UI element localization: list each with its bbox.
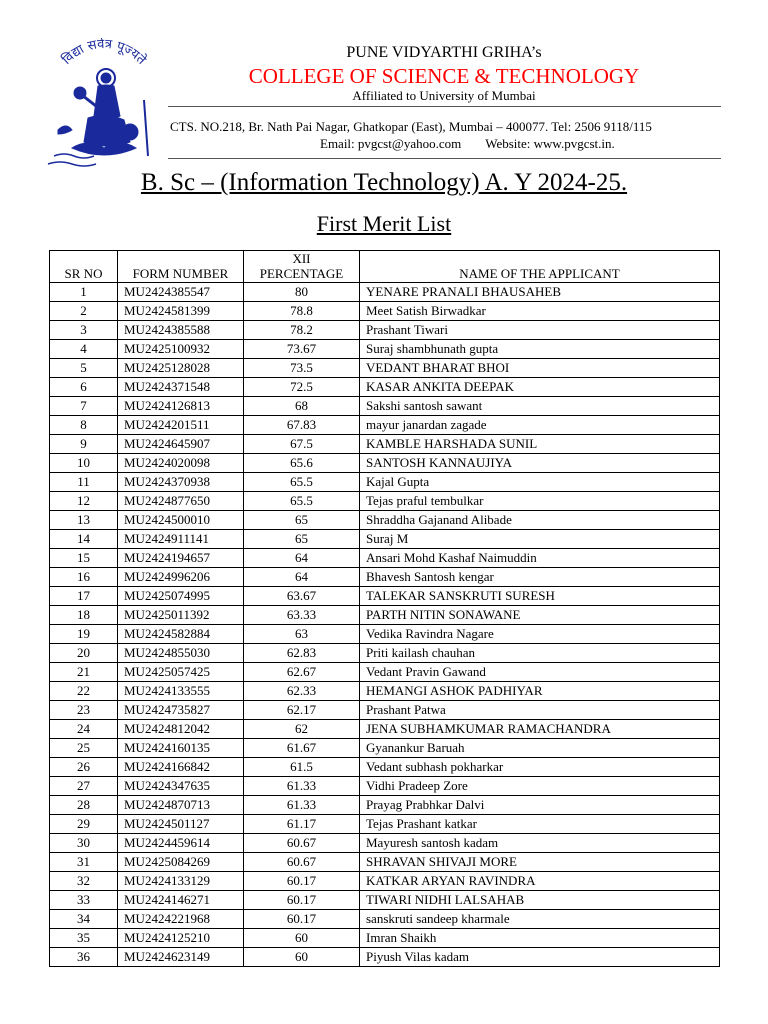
cell-sr-no: 9 bbox=[50, 435, 118, 454]
cell-applicant-name: Kajal Gupta bbox=[360, 473, 720, 492]
table-row bbox=[50, 910, 720, 929]
cell-form-number: MU2424582884 bbox=[118, 625, 244, 644]
cell-sr-no: 33 bbox=[50, 891, 118, 910]
cell-form-number: MU2424371548 bbox=[118, 378, 244, 397]
cell-sr-no: 18 bbox=[50, 606, 118, 625]
merit-table bbox=[49, 250, 720, 967]
cell-sr-no: 13 bbox=[50, 511, 118, 530]
cell-applicant-name: sanskruti sandeep kharmale bbox=[360, 910, 720, 929]
cell-percentage: 65.6 bbox=[244, 454, 360, 473]
table-row bbox=[50, 739, 720, 758]
header-sr-no: SR NO bbox=[50, 251, 118, 283]
cell-form-number: MU2425057425 bbox=[118, 663, 244, 682]
cell-sr-no: 19 bbox=[50, 625, 118, 644]
affiliation: Affiliated to University of Mumbai bbox=[352, 88, 536, 103]
table-header-row bbox=[50, 251, 720, 283]
cell-form-number: MU2424020098 bbox=[118, 454, 244, 473]
table-row bbox=[50, 587, 720, 606]
cell-form-number: MU2425128028 bbox=[118, 359, 244, 378]
cell-form-number: MU2424166842 bbox=[118, 758, 244, 777]
cell-percentage: 72.5 bbox=[244, 378, 360, 397]
cell-percentage: 78.2 bbox=[244, 321, 360, 340]
cell-applicant-name: VEDANT BHARAT BHOI bbox=[360, 359, 720, 378]
contact-line bbox=[320, 136, 615, 152]
cell-percentage: 62.33 bbox=[244, 682, 360, 701]
header-divider-bottom bbox=[168, 158, 721, 159]
table-row bbox=[50, 758, 720, 777]
cell-sr-no: 1 bbox=[50, 283, 118, 302]
cell-percentage: 65 bbox=[244, 511, 360, 530]
cell-form-number: MU2424870713 bbox=[118, 796, 244, 815]
cell-form-number: MU2424581399 bbox=[118, 302, 244, 321]
merit-list-title: First Merit List bbox=[316, 211, 452, 236]
cell-sr-no: 34 bbox=[50, 910, 118, 929]
cell-applicant-name: mayur janardan zagade bbox=[360, 416, 720, 435]
cell-applicant-name: Prashant Patwa bbox=[360, 701, 720, 720]
cell-percentage: 65 bbox=[244, 530, 360, 549]
cell-percentage: 61.5 bbox=[244, 758, 360, 777]
table-row bbox=[50, 663, 720, 682]
table-row bbox=[50, 606, 720, 625]
cell-form-number: MU2424812042 bbox=[118, 720, 244, 739]
cell-percentage: 62 bbox=[244, 720, 360, 739]
cell-sr-no: 22 bbox=[50, 682, 118, 701]
cell-form-number: MU2424133555 bbox=[118, 682, 244, 701]
cell-form-number: MU2424133129 bbox=[118, 872, 244, 891]
cell-sr-no: 16 bbox=[50, 568, 118, 587]
table-row bbox=[50, 283, 720, 302]
cell-sr-no: 10 bbox=[50, 454, 118, 473]
cell-applicant-name: KATKAR ARYAN RAVINDRA bbox=[360, 872, 720, 891]
cell-form-number: MU2424623149 bbox=[118, 948, 244, 967]
cell-sr-no: 7 bbox=[50, 397, 118, 416]
cell-sr-no: 25 bbox=[50, 739, 118, 758]
cell-applicant-name: JENA SUBHAMKUMAR RAMACHANDRA bbox=[360, 720, 720, 739]
header-applicant-name: NAME OF THE APPLICANT bbox=[360, 251, 720, 283]
cell-percentage: 65.5 bbox=[244, 492, 360, 511]
logo-motto: विद्या सर्वत्र पूज्यते bbox=[59, 38, 149, 68]
cell-form-number: MU2424385588 bbox=[118, 321, 244, 340]
cell-applicant-name: Vidhi Pradeep Zore bbox=[360, 777, 720, 796]
cell-percentage: 61.33 bbox=[244, 777, 360, 796]
cell-applicant-name: KAMBLE HARSHADA SUNIL bbox=[360, 435, 720, 454]
cell-applicant-name: Shraddha Gajanand Alibade bbox=[360, 511, 720, 530]
table-row bbox=[50, 397, 720, 416]
cell-sr-no: 11 bbox=[50, 473, 118, 492]
cell-applicant-name: Prayag Prabhkar Dalvi bbox=[360, 796, 720, 815]
merit-table-body bbox=[50, 283, 720, 967]
cell-percentage: 68 bbox=[244, 397, 360, 416]
table-row bbox=[50, 454, 720, 473]
cell-applicant-name: YENARE PRANALI BHAUSAHEB bbox=[360, 283, 720, 302]
cell-percentage: 60 bbox=[244, 948, 360, 967]
cell-sr-no: 17 bbox=[50, 587, 118, 606]
cell-percentage: 60.67 bbox=[244, 853, 360, 872]
cell-percentage: 61.17 bbox=[244, 815, 360, 834]
cell-applicant-name: Meet Satish Birwadkar bbox=[360, 302, 720, 321]
cell-percentage: 63.33 bbox=[244, 606, 360, 625]
cell-applicant-name: Bhavesh Santosh kengar bbox=[360, 568, 720, 587]
cell-form-number: MU2424877650 bbox=[118, 492, 244, 511]
cell-applicant-name: SANTOSH KANNAUJIYA bbox=[360, 454, 720, 473]
cell-form-number: MU2424385547 bbox=[118, 283, 244, 302]
cell-percentage: 61.67 bbox=[244, 739, 360, 758]
cell-sr-no: 29 bbox=[50, 815, 118, 834]
program-title: B. Sc – (Information Technology) A. Y 2024-25. bbox=[140, 169, 628, 196]
cell-applicant-name: Vedant subhash pokharkar bbox=[360, 758, 720, 777]
cell-form-number: MU2424221968 bbox=[118, 910, 244, 929]
cell-applicant-name: Priti kailash chauhan bbox=[360, 644, 720, 663]
cell-percentage: 67.5 bbox=[244, 435, 360, 454]
cell-sr-no: 15 bbox=[50, 549, 118, 568]
cell-applicant-name: Sakshi santosh sawant bbox=[360, 397, 720, 416]
table-row bbox=[50, 340, 720, 359]
table-row bbox=[50, 834, 720, 853]
cell-sr-no: 35 bbox=[50, 929, 118, 948]
trust-name: PUNE VIDYARTHI GRIHA’s bbox=[346, 44, 542, 61]
cell-sr-no: 23 bbox=[50, 701, 118, 720]
cell-form-number: MU2424911141 bbox=[118, 530, 244, 549]
cell-form-number: MU2424501127 bbox=[118, 815, 244, 834]
table-row bbox=[50, 682, 720, 701]
cell-percentage: 67.83 bbox=[244, 416, 360, 435]
table-row bbox=[50, 701, 720, 720]
table-row bbox=[50, 511, 720, 530]
table-row bbox=[50, 568, 720, 587]
cell-sr-no: 2 bbox=[50, 302, 118, 321]
cell-applicant-name: Imran Shaikh bbox=[360, 929, 720, 948]
cell-applicant-name: TALEKAR SANSKRUTI SURESH bbox=[360, 587, 720, 606]
table-row bbox=[50, 644, 720, 663]
cell-form-number: MU2424146271 bbox=[118, 891, 244, 910]
cell-sr-no: 26 bbox=[50, 758, 118, 777]
cell-applicant-name: Mayuresh santosh kadam bbox=[360, 834, 720, 853]
website-text: Website: www.pvgcst.in. bbox=[485, 136, 615, 151]
cell-percentage: 61.33 bbox=[244, 796, 360, 815]
cell-applicant-name: SHRAVAN SHIVAJI MORE bbox=[360, 853, 720, 872]
cell-sr-no: 4 bbox=[50, 340, 118, 359]
cell-percentage: 78.8 bbox=[244, 302, 360, 321]
table-row bbox=[50, 435, 720, 454]
cell-form-number: MU2424126813 bbox=[118, 397, 244, 416]
cell-form-number: MU2424194657 bbox=[118, 549, 244, 568]
table-row bbox=[50, 321, 720, 340]
cell-applicant-name: Prashant Tiwari bbox=[360, 321, 720, 340]
cell-applicant-name: Vedika Ravindra Nagare bbox=[360, 625, 720, 644]
cell-percentage: 62.67 bbox=[244, 663, 360, 682]
cell-applicant-name: Ansari Mohd Kashaf Naimuddin bbox=[360, 549, 720, 568]
cell-applicant-name: KASAR ANKITA DEEPAK bbox=[360, 378, 720, 397]
cell-sr-no: 32 bbox=[50, 872, 118, 891]
table-row bbox=[50, 625, 720, 644]
table-row bbox=[50, 796, 720, 815]
table-row bbox=[50, 473, 720, 492]
cell-sr-no: 30 bbox=[50, 834, 118, 853]
cell-percentage: 60.17 bbox=[244, 891, 360, 910]
cell-applicant-name: Suraj shambhunath gupta bbox=[360, 340, 720, 359]
cell-sr-no: 36 bbox=[50, 948, 118, 967]
header-percentage-line2: PERCENTAGE bbox=[259, 266, 344, 281]
header-form-number: FORM NUMBER bbox=[118, 251, 244, 283]
cell-percentage: 64 bbox=[244, 549, 360, 568]
cell-percentage: 64 bbox=[244, 568, 360, 587]
cell-applicant-name: HEMANGI ASHOK PADHIYAR bbox=[360, 682, 720, 701]
cell-form-number: MU2424855030 bbox=[118, 644, 244, 663]
cell-percentage: 60.17 bbox=[244, 872, 360, 891]
cell-applicant-name: PARTH NITIN SONAWANE bbox=[360, 606, 720, 625]
cell-form-number: MU2424201511 bbox=[118, 416, 244, 435]
cell-percentage: 62.17 bbox=[244, 701, 360, 720]
cell-sr-no: 24 bbox=[50, 720, 118, 739]
cell-form-number: MU2424125210 bbox=[118, 929, 244, 948]
table-row bbox=[50, 549, 720, 568]
header-divider-top bbox=[168, 106, 721, 107]
cell-percentage: 60 bbox=[244, 929, 360, 948]
table-row bbox=[50, 302, 720, 321]
cell-form-number: MU2424645907 bbox=[118, 435, 244, 454]
table-row bbox=[50, 777, 720, 796]
table-row bbox=[50, 359, 720, 378]
cell-sr-no: 12 bbox=[50, 492, 118, 511]
cell-applicant-name: TIWARI NIDHI LALSAHAB bbox=[360, 891, 720, 910]
cell-percentage: 65.5 bbox=[244, 473, 360, 492]
cell-sr-no: 3 bbox=[50, 321, 118, 340]
cell-form-number: MU2425100932 bbox=[118, 340, 244, 359]
cell-sr-no: 14 bbox=[50, 530, 118, 549]
table-row bbox=[50, 929, 720, 948]
email-text: Email: pvgcst@yahoo.com bbox=[320, 136, 462, 151]
cell-percentage: 80 bbox=[244, 283, 360, 302]
cell-form-number: MU2425074995 bbox=[118, 587, 244, 606]
cell-percentage: 60.67 bbox=[244, 834, 360, 853]
cell-form-number: MU2425084269 bbox=[118, 853, 244, 872]
cell-applicant-name: Suraj M bbox=[360, 530, 720, 549]
cell-form-number: MU2424160135 bbox=[118, 739, 244, 758]
table-row bbox=[50, 492, 720, 511]
cell-form-number: MU2425011392 bbox=[118, 606, 244, 625]
cell-sr-no: 8 bbox=[50, 416, 118, 435]
cell-sr-no: 27 bbox=[50, 777, 118, 796]
cell-applicant-name: Gyanankur Baruah bbox=[360, 739, 720, 758]
cell-applicant-name: Tejas Prashant katkar bbox=[360, 815, 720, 834]
table-row bbox=[50, 530, 720, 549]
cell-sr-no: 31 bbox=[50, 853, 118, 872]
cell-sr-no: 5 bbox=[50, 359, 118, 378]
cell-form-number: MU2424500010 bbox=[118, 511, 244, 530]
cell-percentage: 62.83 bbox=[244, 644, 360, 663]
cell-sr-no: 28 bbox=[50, 796, 118, 815]
header-percentage-line1: XII bbox=[292, 251, 311, 266]
table-row bbox=[50, 416, 720, 435]
cell-percentage: 73.5 bbox=[244, 359, 360, 378]
cell-form-number: MU2424996206 bbox=[118, 568, 244, 587]
cell-form-number: MU2424459614 bbox=[118, 834, 244, 853]
table-row bbox=[50, 815, 720, 834]
cell-sr-no: 6 bbox=[50, 378, 118, 397]
cell-form-number: MU2424347635 bbox=[118, 777, 244, 796]
cell-applicant-name: Piyush Vilas kadam bbox=[360, 948, 720, 967]
table-row bbox=[50, 853, 720, 872]
college-name: COLLEGE OF SCIENCE & TECHNOLOGY bbox=[248, 64, 640, 88]
cell-percentage: 60.17 bbox=[244, 910, 360, 929]
college-logo bbox=[44, 38, 162, 170]
header-percentage bbox=[244, 251, 360, 283]
cell-applicant-name: Vedant Pravin Gawand bbox=[360, 663, 720, 682]
cell-percentage: 63.67 bbox=[244, 587, 360, 606]
table-row bbox=[50, 872, 720, 891]
table-row bbox=[50, 720, 720, 739]
college-address: CTS. NO.218, Br. Nath Pai Nagar, Ghatkopar (East), Mumbai – 400077. Tel: 2506 9118/115 bbox=[170, 119, 652, 134]
cell-applicant-name: Tejas praful tembulkar bbox=[360, 492, 720, 511]
cell-sr-no: 21 bbox=[50, 663, 118, 682]
cell-form-number: MU2424735827 bbox=[118, 701, 244, 720]
cell-form-number: MU2424370938 bbox=[118, 473, 244, 492]
table-row bbox=[50, 948, 720, 967]
cell-sr-no: 20 bbox=[50, 644, 118, 663]
cell-percentage: 73.67 bbox=[244, 340, 360, 359]
cell-percentage: 63 bbox=[244, 625, 360, 644]
table-row bbox=[50, 891, 720, 910]
table-row bbox=[50, 378, 720, 397]
saraswati-emblem-icon bbox=[44, 38, 162, 170]
